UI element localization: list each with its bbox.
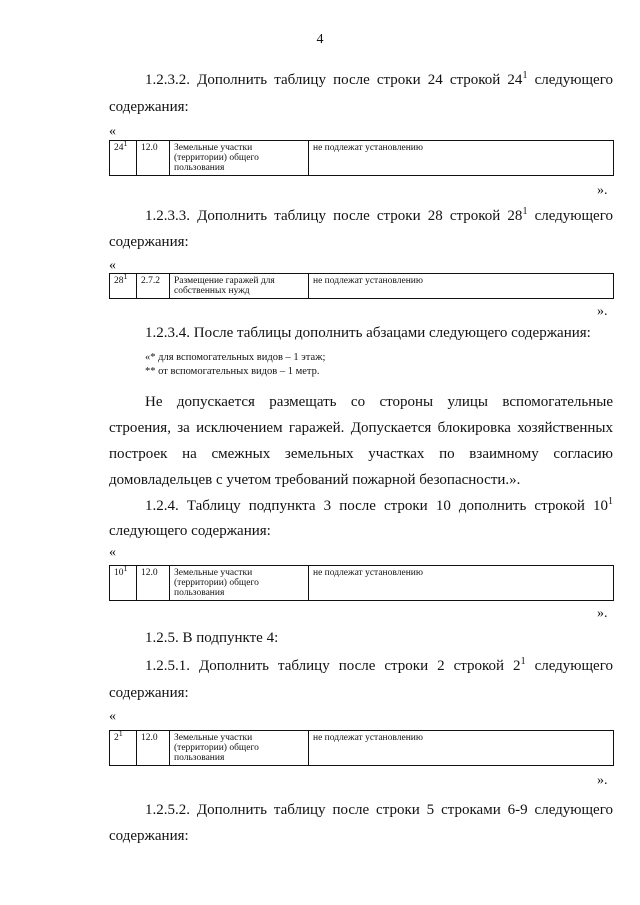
paragraph-continuation: содержания: <box>109 828 189 844</box>
paragraph-body-line-3: построек на смежных земельных участках по взаимному согласию <box>109 446 613 462</box>
paragraph-body-line-2: строения, за исключением гаражей. Допускается блокировка хозяйственных <box>109 420 613 436</box>
name-cell: Земельные участки (территории) общего пользования <box>170 566 309 601</box>
paragraph-1-2-4: 1.2.4. Таблицу подпункта 3 после строки 10 дополнить строкой $10^1$ <box>145 496 613 514</box>
insert-table <box>109 565 614 601</box>
paragraph-continuation: содержания: <box>109 99 189 115</box>
insert-table <box>109 730 614 766</box>
close-quote: ». <box>597 183 608 198</box>
paragraph-continuation: содержания: <box>109 685 189 701</box>
code-cell: 2.7.2 <box>137 274 170 299</box>
text: 1.2.3.2. Дополнить таблицу после строки 24 строкой 24 <box>145 72 523 88</box>
name-cell: Земельные участки (территории) общего пользования <box>170 141 309 176</box>
row-number-cell: $2^1$ <box>110 731 137 766</box>
open-quote: « <box>109 709 116 724</box>
close-quote: ». <box>597 606 608 621</box>
value-cell: не подлежат установлению <box>309 566 614 601</box>
page-number: 4 <box>316 32 324 47</box>
paragraph-1-2-5: 1.2.5. В подпункте 4: <box>145 630 279 646</box>
value-cell: не подлежат установлению <box>309 731 614 766</box>
value-cell: не подлежат установлению <box>309 141 614 176</box>
superscript: 1 <box>522 70 528 81</box>
paragraph-1-2-3-4: 1.2.3.4. После таблицы дополнить абзацами следующего содержания: <box>145 325 591 341</box>
code-cell: 12.0 <box>137 141 170 176</box>
paragraph-1-2-5-2: 1.2.5.2. Дополнить таблицу после строки 5 строками 6-9 следующего <box>145 802 613 818</box>
open-quote: « <box>109 258 116 273</box>
paragraph-body-line-4: домовладельцев с учетом требований пожарной безопасности.». <box>109 472 521 488</box>
paragraph-continuation: содержания: <box>109 234 189 250</box>
footnote-line-1: «* для вспомогательных видов – 1 этаж; <box>145 352 326 363</box>
close-quote: ». <box>597 773 608 788</box>
paragraph-body-line-1: Не допускается размещать со стороны улицы вспомогательные <box>145 394 613 410</box>
name-cell: Земельные участки (территории) общего пользования <box>170 731 309 766</box>
close-quote: ». <box>597 304 608 319</box>
row-number-cell: $10^1$ <box>110 566 137 601</box>
paragraph-1-2-3-3: 1.2.3.3. Дополнить таблицу после строки 28 строкой $28^1$ следующего <box>145 206 613 224</box>
row-number-cell: $28^1$ <box>110 274 137 299</box>
open-quote: « <box>109 124 116 139</box>
paragraph-1-2-3-2 <box>145 70 613 90</box>
paragraph-1-2-5-1: 1.2.5.1. Дополнить таблицу после строки 2 строкой $2^1$ следующего <box>145 656 613 674</box>
value-cell: не подлежат установлению <box>309 274 614 299</box>
insert-table <box>109 140 614 176</box>
name-cell: Размещение гаражей для собственных нужд <box>170 274 309 299</box>
code-cell: 12.0 <box>137 566 170 601</box>
footnote-line-2: ** от вспомогательных видов – 1 метр. <box>145 366 320 377</box>
row-number-cell: $24^1$ <box>110 141 137 176</box>
table-row <box>110 566 614 601</box>
table-row <box>110 274 614 299</box>
insert-table <box>109 273 614 299</box>
open-quote: « <box>109 545 116 560</box>
paragraph-continuation: следующего содержания: <box>109 523 271 539</box>
table-row <box>110 731 614 766</box>
table-row <box>110 141 614 176</box>
text: следующего <box>527 72 613 88</box>
code-cell: 12.0 <box>137 731 170 766</box>
